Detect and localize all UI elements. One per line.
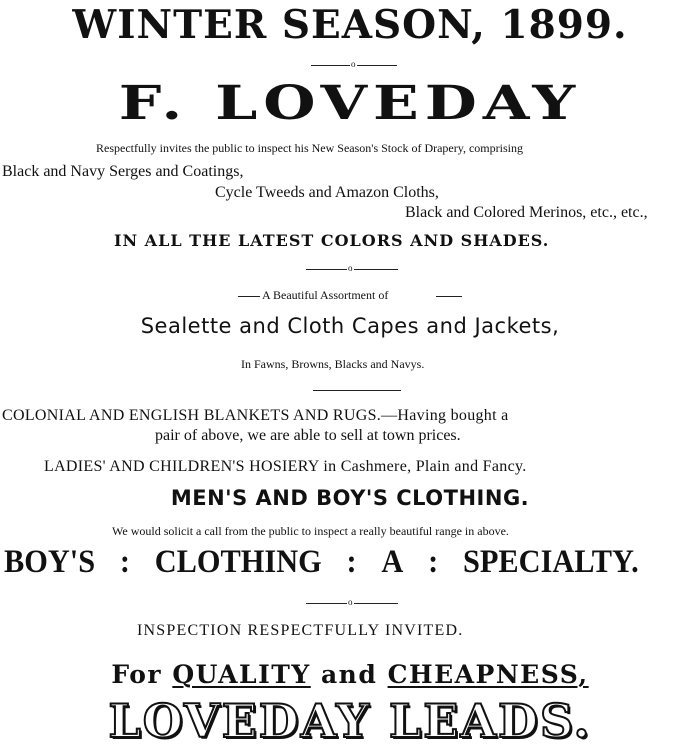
mens-clothing-heading: MEN'S AND BOY'S CLOTHING. [170,486,530,510]
blankets-line-1: COLONIAL AND ENGLISH BLANKETS AND RUGS.—Having bought a [2,407,509,424]
capes-colors: In Fawns, Browns, Blacks and Navys. [241,357,425,371]
capes-heading: Sealette and Cloth Capes and Jackets, [140,314,560,338]
season-heading: WINTER SEASON, 1899. [72,2,628,48]
specialty-separator: : [428,544,439,580]
specialty-banner [4,544,639,581]
inspection-text: INSPECTION RESPECTFULLY INVITED. [137,622,464,639]
footer-quality: QUALITY [172,660,311,689]
footer-cheapness: CHEAPNESS, [387,660,589,689]
specialty-word-a: A [381,544,404,580]
specialty-word-specialty: SPECIALTY. [462,544,639,580]
footer-and: and [320,660,378,689]
quality-heading [0,660,700,689]
divider-3 [313,390,401,391]
hosiery-text: LADIES' AND CHILDREN'S HOSIERY in Cashmere, Plain and Fancy. [44,458,527,475]
stock-line-2: Cycle Tweeds and Amazon Cloths, [215,184,439,201]
stock-line-3: Black and Colored Merinos, etc., etc., [405,204,648,221]
footer-for: For [111,660,163,689]
colors-heading: IN ALL THE LATEST COLORS AND SHADES. [114,231,550,250]
specialty-word-clothing: CLOTHING [154,544,322,580]
advertisement: WINTER SEASON, 1899. o F. LOVEDAY Respectfully invites the public to inspect his New Season's Stock of Drapery, comprising Black and Navy Serges and Coatings, Cycle Tweeds and Amazon Cloths, Black and Colored Merinos, etc., etc., IN ALL THE LATEST COLORS AND SHADES. o A Beautiful Assortment of Sealette and Cloth Capes and Jackets, In Fawns, Browns, Blacks and Navys. COLONIAL AND ENGLISH BLANKETS AND RUGS.—Having bought a pair of above, we are able to sell at town prices. LADIES' AND CHILDREN'S HOSIERY in Cashmere, Plain and Fancy. MEN'S AND BOY'S CLOTHING. We would solicit a call from the public to inspect a really beautiful range in above. BOY'S : CLOTHING : A : SPECIALTY. o INSPECTION RESPECTFULLY INVITED. For QUALITY and CHEAPNESS, LOVEDAY LEADS. [0,0,700,748]
specialty-separator: : [119,544,130,580]
stock-line-1: Black and Navy Serges and Coatings, [2,163,244,180]
loveday-leads-heading: LOVEDAY LEADS. [108,694,592,748]
solicit-text: We would solicit a call from the public to inspect a really beautiful range in above. [112,524,509,538]
intro-text: Respectfully invites the public to inspect his New Season's Stock of Drapery, comprising [96,141,523,155]
blankets-line-2: pair of above, we are able to sell at town prices. [155,427,461,444]
specialty-word-boys: BOY'S [4,544,96,580]
merchant-name: F. LOVEDAY [118,76,582,131]
assortment-text: A Beautiful Assortment of [262,288,389,302]
specialty-separator: : [346,544,357,580]
